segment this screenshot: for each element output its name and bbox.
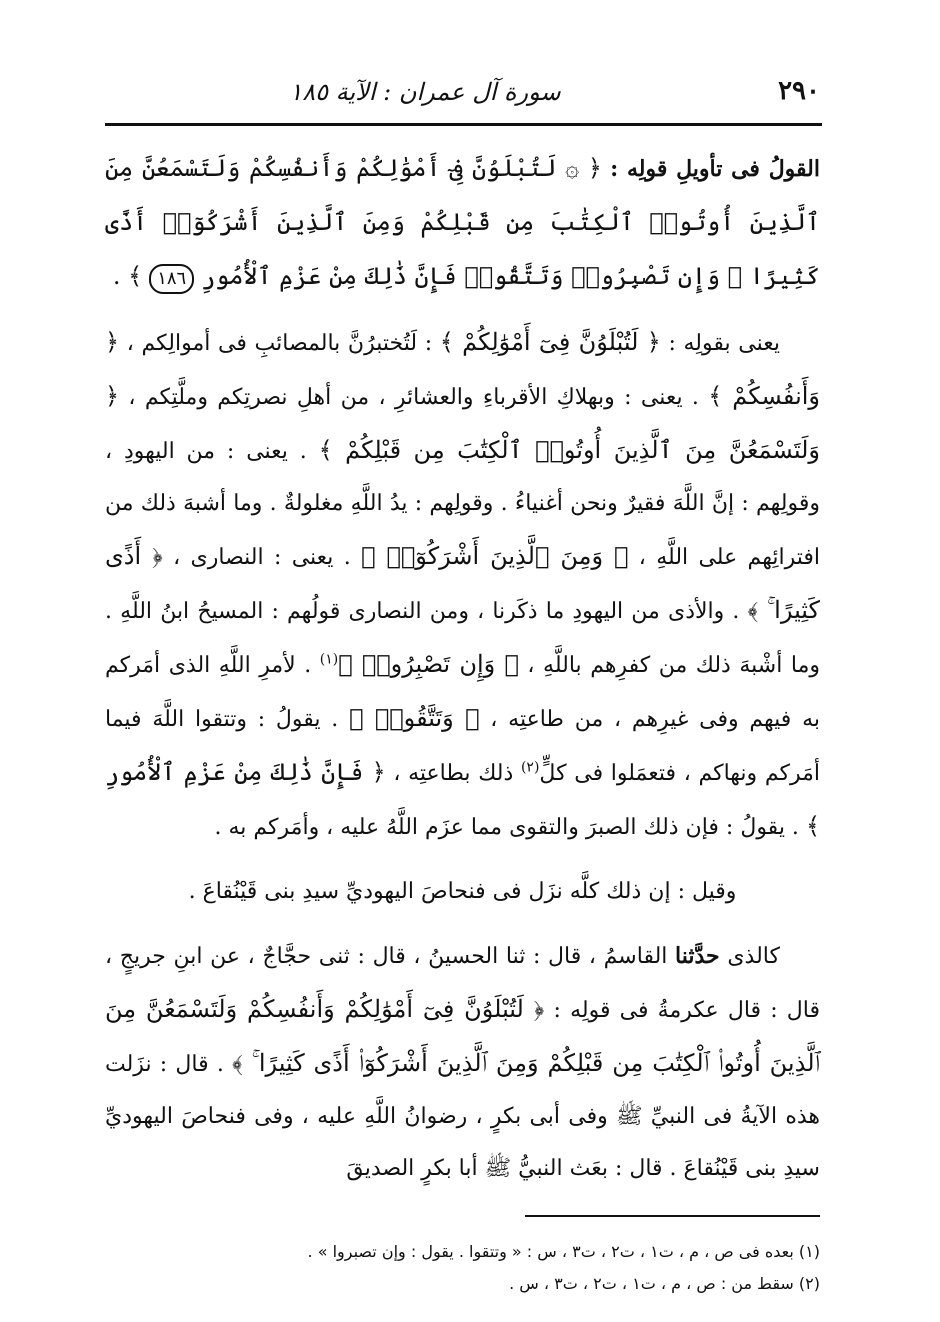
- paragraph-lead: القولُ فى تأويلِ قولِه :: [610, 156, 820, 182]
- text-run: . يعنى : من اليهودِ ، وقولِهم : إنَّ اللَّهَ فقيرٌ ونحن أغنياءُ . وقولِهم : يدُ اللَّهِ مغلولةٌ . وما أشبهَ ذلك من افترائِهم على اللَّهِ ،: [105, 439, 820, 570]
- footnote-separator: [525, 1215, 820, 1217]
- footnote-1: (١) بعده فى ص ، م ، ت١ ، ت٢ ، ت٣ ، س : « وتتقوا . يقول : وإن تصبروا » .: [307, 1242, 820, 1261]
- text-run: . يقولُ : فإن ذلك الصبرَ والتقوى مما عزَم اللَّهُ عليه ، وأمَركم به .: [214, 815, 799, 840]
- paragraph-1: [105, 142, 820, 304]
- footnote-ref-1[interactable]: (١): [319, 651, 339, 668]
- verse-close: ﴾ .: [112, 262, 143, 290]
- page-number: ٢٩٠: [778, 76, 820, 106]
- isnad-keyword: حدَّثنا: [675, 943, 720, 969]
- quran-quote: ﴿ وَتَتَّقُوا۟ ﴾: [349, 704, 480, 732]
- text-run: كالذى: [727, 944, 780, 969]
- page-header: [105, 72, 820, 112]
- footnotes: [105, 1236, 820, 1300]
- quran-quote: ﴿ فَإِنَّ ذَٰلِكَ مِنْ عَزْمِ ٱلْأُمُورِ ﴾: [105, 758, 820, 840]
- text-run: . يقولُ : وتتقوا اللَّهَ فيما أمَركم ونهاكم ، فتعمَلوا فى كلٍّ: [105, 707, 821, 786]
- text-run: يعنى بقولِه :: [668, 331, 780, 356]
- ayah-number-marker: ١٨٦: [149, 264, 194, 294]
- text-run: . لأمرِ اللَّهِ الذى أمَركم به فيهم وفى غيرِهم ، من طاعتِه ،: [105, 653, 820, 732]
- paragraph-3: وقيل : إن ذلك كلَّه نزَل فى فنحاصَ اليهوديِّ سيدِ بنى قَيْنُقاعَ .: [188, 879, 737, 904]
- text-run: . يعنى : النصارى ،: [173, 545, 351, 570]
- footnote-2: (٢) سقط من : ص ، م ، ت١ ، ت٢ ، ت٣ ، س .: [509, 1274, 820, 1293]
- text-run: القاسمُ ، قال : ثنا الحسينُ ، قال : ثنى حجَّاجٌ ، عن ابنِ جريجٍ ، قال : قال عكرمةُ فى قولِه :: [105, 944, 821, 1023]
- header-rule: [105, 123, 822, 126]
- paragraph-4: [105, 930, 820, 1195]
- text-run: . والأذى من اليهودِ ما ذكَرنا ، ومن النصارى قولُهم : المسيحُ ابنُ اللَّهِ . وما أشْبهَ ذلك من كفرِهم باللَّهِ ،: [105, 599, 820, 678]
- quran-quote: ﴿ لَتُبْلَوُنَّ فِىٓ أَمْوَٰلِكُمْ ﴾: [439, 328, 661, 356]
- running-title: سورة آل عمران : الآية ١٨٥: [289, 78, 561, 106]
- quran-quote: ﴿ أَذًى كَثِيرًا ۚ ﴾: [105, 542, 820, 624]
- paragraph-2: [105, 316, 820, 854]
- footnote-ref-2[interactable]: (٢): [520, 759, 540, 776]
- quran-verse: ﴿ ۞ لَتُبْلَوُنَّ فِىٓ أَمْوَٰلِكُمْ وَأَنفُسِكُمْ وَلَتَسْمَعُنَّ مِنَ ٱلَّذِينَ أُوتُوا۟ ٱلْكِتَٰبَ مِن قَبْلِكُمْ وَمِنَ ٱلَّذِينَ أَشْرَكُوٓا۟ أَذًى كَثِيرًا ۚ وَإِن تَصْبِرُوا۟ وَتَتَّقُوا۟ فَإِنَّ ذَٰلِكَ مِنْ عَزْمِ ٱلْأُمُورِ: [105, 154, 820, 290]
- quran-quote: ﴿ وَإِن تَصْبِرُوا۟ ﴾: [338, 650, 519, 678]
- quran-quote: ﴿ لَتُبْلَوُنَّ فِىٓ أَمْوَٰلِكُمْ وَأَنفُسِكُمْ وَلَتَسْمَعُنَّ مِنَ ٱلَّذِينَ أُوتُوا۟ ٱلْكِتَٰبَ مِن قَبْلِكُمْ وَمِنَ ٱلَّذِينَ أَشْرَكُوٓا۟ أَذًى كَثِيرًا ۚ ﴾: [105, 995, 820, 1077]
- text-run: : لَتُختبرُنَّ بالمصائبِ فى أموالِكم ،: [126, 331, 433, 356]
- main-text: [105, 142, 820, 1207]
- text-run: ذلك بطاعتِه ،: [393, 761, 514, 786]
- quran-quote: ﴿ وَأَنفُسِكُمْ ﴾: [105, 328, 821, 410]
- quran-quote: ﴿ وَمِنَ ٱلَّذِينَ أَشْرَكُوٓا۟ ﴾: [361, 542, 629, 570]
- quran-quote: ﴿ وَلَتَسْمَعُنَّ مِنَ ٱلَّذِينَ أُوتُوا۟ ٱلْكِتَٰبَ مِن قَبْلِكُمْ ﴾: [105, 382, 820, 464]
- text-run: . قال : نزَلت هذه الآيةُ فى النبيِّ ﷺ وفى أبى بكرٍ ، رضوانُ اللَّهِ عليه ، وفى فنحاصَ اليهوديِّ سيدِ بنى قَيْنُقاعَ . قال : بعَث النبيُّ ﷺ أبا بكرٍ الصديقَ: [105, 1052, 820, 1181]
- text-run: . يعنى : وبهلاكِ الأقرباءِ والعشائرِ ، من أهلِ نصرتِكم وملَّتِكم ،: [128, 385, 699, 410]
